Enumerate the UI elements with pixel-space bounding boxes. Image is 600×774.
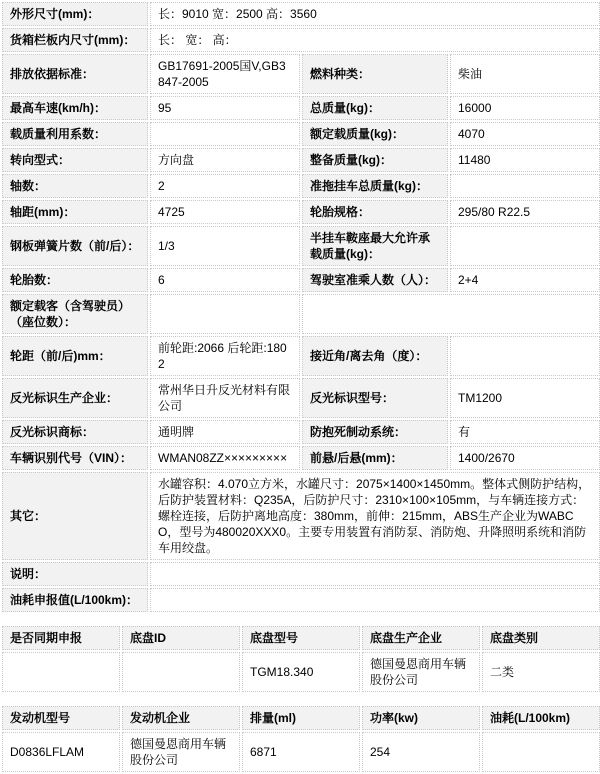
spec-value (302, 294, 600, 334)
column-header: 底盘生产企业 (362, 626, 480, 650)
spec-label: 接近角/离去角（度）： (302, 336, 448, 376)
spec-value: 柴油 (450, 54, 600, 94)
column-header: 发动机企业 (122, 706, 240, 730)
spec-value: 有 (450, 420, 600, 444)
spec-label: 额定载客（含驾驶员）（座位数）： (2, 294, 148, 334)
spec-value: TM1200 (450, 378, 600, 418)
chassis-table (0, 624, 600, 694)
spec-row (2, 28, 600, 52)
spec-row (2, 54, 600, 94)
spec-row (2, 174, 600, 198)
cell-value (2, 652, 120, 692)
spec-row (2, 378, 600, 418)
spec-label: 反光标识商标： (2, 420, 148, 444)
spec-label: 轴数： (2, 174, 148, 198)
spec-value: 16000 (450, 96, 600, 120)
spec-label: 反光标识生产企业： (2, 378, 148, 418)
spec-label: 排放依据标准： (2, 54, 148, 94)
section-gap (0, 694, 600, 704)
engine-table (0, 704, 600, 774)
column-header: 底盘类别 (482, 626, 600, 650)
cell-value: 二类 (482, 652, 600, 692)
spec-label: 轮距（前/后)mm： (2, 336, 148, 376)
spec-label: 轴距(mm)： (2, 200, 148, 224)
cell-value: 德国曼恩商用车辆股份公司 (362, 652, 480, 692)
spec-value (450, 174, 600, 198)
spec-label: 额定载质量(kg)： (302, 122, 448, 146)
spec-label: 驾驶室准乘人数（人）： (302, 268, 448, 292)
spec-row (2, 472, 600, 560)
column-header: 排量(ml) (242, 706, 360, 730)
spec-label: 整备质量(kg)： (302, 148, 448, 172)
column-header: 发动机型号 (2, 706, 120, 730)
spec-label: 钢板弹簧片数（前/后）： (2, 226, 148, 266)
spec-row (2, 588, 600, 612)
spec-value (150, 122, 300, 146)
chassis-table-body (2, 626, 600, 692)
vehicle-spec-body (2, 2, 600, 612)
spec-label: 燃料种类： (302, 54, 448, 94)
spec-value: WMAN08ZZ××××××××× (150, 446, 300, 470)
spec-value: 11480 (450, 148, 600, 172)
spec-label: 其它： (2, 472, 148, 560)
spec-row (2, 226, 600, 266)
spec-row (2, 294, 600, 334)
spec-value: 295/80 R22.5 (450, 200, 600, 224)
spec-row (2, 268, 600, 292)
cell-value (482, 732, 600, 772)
column-header: 功率(kw) (362, 706, 480, 730)
spec-label: 货箱栏板内尺寸(mm)： (2, 28, 148, 52)
spec-label: 半挂车鞍座最大允许承载质量(kg)： (302, 226, 448, 266)
spec-value: 4070 (450, 122, 600, 146)
spec-value (150, 562, 600, 586)
spec-value (450, 226, 600, 266)
spec-value: 2 (150, 174, 300, 198)
spec-row (2, 148, 600, 172)
header-row (2, 706, 600, 730)
spec-value: 1400/2670 (450, 446, 600, 470)
spec-value: 6 (150, 268, 300, 292)
spec-value (450, 336, 600, 376)
spec-value: 2+4 (450, 268, 600, 292)
spec-label: 最高车速(km/h)： (2, 96, 148, 120)
column-header: 底盘ID (122, 626, 240, 650)
spec-row (2, 200, 600, 224)
spec-row (2, 446, 600, 470)
spec-label: 反光标识型号： (302, 378, 448, 418)
spec-value: 长： 宽： 高： (150, 28, 600, 52)
spec-label: 总质量(kg)： (302, 96, 448, 120)
header-row (2, 626, 600, 650)
cell-value: D0836LFLAM (2, 732, 120, 772)
spec-value: 1/3 (150, 226, 300, 266)
spec-label: 轮胎规格： (302, 200, 448, 224)
section-gap (0, 614, 600, 624)
spec-label: 轮胎数： (2, 268, 148, 292)
cell-value: TGM18.340 (242, 652, 360, 692)
spec-row (2, 122, 600, 146)
spec-label: 外形尺寸(mm)： (2, 2, 148, 26)
spec-label: 车辆识别代号（VIN）： (2, 446, 148, 470)
cell-value (122, 652, 240, 692)
cell-value: 德国曼恩商用车辆股份公司 (122, 732, 240, 772)
spec-value: 通明牌 (150, 420, 300, 444)
spec-value: 常州华日升反光材料有限公司 (150, 378, 300, 418)
spec-value (150, 294, 300, 334)
column-header: 是否同期申报 (2, 626, 120, 650)
column-header: 油耗(L/100km) (482, 706, 600, 730)
data-row (2, 732, 600, 772)
cell-value: 254 (362, 732, 480, 772)
column-header: 底盘型号 (242, 626, 360, 650)
spec-value: 方向盘 (150, 148, 300, 172)
spec-row (2, 2, 600, 26)
engine-table-body (2, 706, 600, 772)
spec-row (2, 562, 600, 586)
spec-label: 说明： (2, 562, 148, 586)
spec-label: 载质量利用系数： (2, 122, 148, 146)
spec-row (2, 96, 600, 120)
spec-label: 前悬/后悬(mm)： (302, 446, 448, 470)
data-row (2, 652, 600, 692)
spec-value: 水罐容积：4.070立方米，水罐尺寸：2075×1400×1450mm。整体式侧防护结构，后防护装置材料：Q235A，后防护尺寸：2310×100×105mm，与车辆连接方式：螺栓连接，后防护离地高度：380mm，前伸：215mm，ABS生产企业为WABCO，型号为480020XXX0。主要专用装置有消防泵、消防炮、升降照明系统和消防车用绞盘。 (150, 472, 600, 560)
spec-value: 95 (150, 96, 300, 120)
spec-value (150, 588, 600, 612)
spec-label: 防抱死制动系统： (302, 420, 448, 444)
spec-label: 准拖挂车总质量(kg)： (302, 174, 448, 198)
spec-value: 前轮距:2066 后轮距:1802 (150, 336, 300, 376)
spec-label: 油耗申报值(L/100km)： (2, 588, 148, 612)
spec-row (2, 420, 600, 444)
spec-value: 4725 (150, 200, 300, 224)
spec-label: 转向型式： (2, 148, 148, 172)
spec-row (2, 336, 600, 376)
spec-value: GB17691-2005国V,GB3847-2005 (150, 54, 300, 94)
cell-value: 6871 (242, 732, 360, 772)
spec-value: 长：9010 宽：2500 高：3560 (150, 2, 600, 26)
